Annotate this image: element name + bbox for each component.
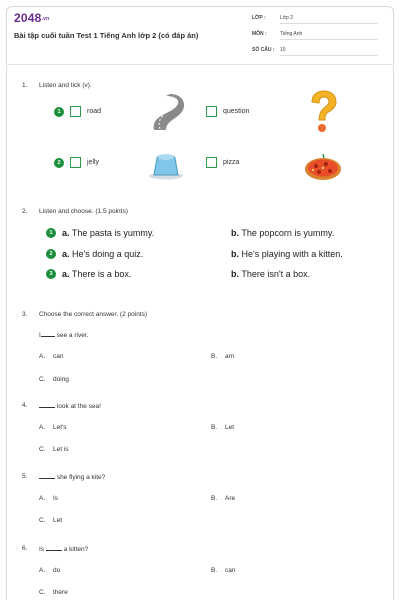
q2-row2-badge: 2 <box>46 249 56 259</box>
meta-subject: MÔN : Tiếng Anh <box>252 31 378 40</box>
question-mark-icon <box>308 90 338 134</box>
q2-row1-badge: 1 <box>46 228 56 238</box>
q6-blank <box>46 545 62 551</box>
q3-stem: I see a river. <box>39 332 89 339</box>
q6-stem: Is a kitten? <box>39 546 89 553</box>
q2-row3-badge: 3 <box>46 269 56 279</box>
document-title: Bài tập cuối tuần Test 1 Tiếng Anh lớp 2 (có đáp án) <box>14 31 199 40</box>
q4-blank <box>39 402 55 408</box>
q2-row3-option-a[interactable]: a. There is a box. <box>62 269 132 279</box>
q1-pizza-checkbox[interactable] <box>206 157 217 168</box>
q3-option-a[interactable]: A. can <box>39 353 64 360</box>
q2-row1-option-b[interactable]: b. The popcorn is yummy. <box>231 228 335 238</box>
pizza-icon <box>304 152 342 182</box>
q3-option-c[interactable]: C. doing <box>39 376 69 383</box>
q3-number: 3. <box>22 311 28 318</box>
q4-stem: look at the sea! <box>39 402 101 410</box>
q1-jelly-checkbox[interactable] <box>70 157 81 168</box>
q5-option-b[interactable]: B. Are <box>211 495 236 502</box>
header-divider <box>6 64 394 65</box>
q5-option-a[interactable]: A. Is <box>39 495 59 502</box>
q2-row2-option-b[interactable]: b. He's playing with a kitten. <box>231 249 343 259</box>
q5-blank <box>39 473 55 479</box>
q1-road-label: road <box>87 108 102 115</box>
q1-question-label: question <box>223 108 250 115</box>
q1-jelly-label: jelly <box>87 159 100 166</box>
q2-prompt: Listen and choose. (1.5 points) <box>39 208 128 215</box>
jelly-icon <box>148 150 184 180</box>
q6-number: 6. <box>22 545 28 552</box>
meta-question-count: SỐ CÂU : 10 <box>252 47 378 56</box>
q5-stem: she flying a kite? <box>39 473 105 481</box>
q5-number: 5. <box>22 473 28 480</box>
q3-option-b[interactable]: B. am <box>211 353 235 360</box>
road-icon <box>146 94 186 132</box>
site-logo[interactable]: 2048.vn <box>14 11 50 25</box>
q6-option-a[interactable]: A. do <box>39 567 61 574</box>
q6-option-b[interactable]: B. can <box>211 567 236 574</box>
q5-option-c[interactable]: C. Let <box>39 517 63 524</box>
meta-class: LỚP : Lớp 2 <box>252 15 378 24</box>
q1-item2-badge: 2 <box>54 158 64 168</box>
q3-blank <box>41 331 55 337</box>
q1-prompt: Listen and tick (v). <box>39 82 92 89</box>
q1-item1-badge: 1 <box>54 107 64 117</box>
q1-number: 1. <box>22 82 28 89</box>
q4-number: 4. <box>22 402 28 409</box>
q2-row2-option-a[interactable]: a. He's doing a quiz. <box>62 249 144 259</box>
q4-option-b[interactable]: B. Let <box>211 424 235 431</box>
q6-option-c[interactable]: C. there <box>39 589 68 596</box>
q2-row1-option-a[interactable]: a. The pasta is yummy. <box>62 228 155 238</box>
q1-road-checkbox[interactable] <box>70 106 81 117</box>
q2-row3-option-b[interactable]: b. There isn't a box. <box>231 269 311 279</box>
q1-pizza-label: pizza <box>223 159 240 166</box>
q3-prompt: Choose the correct answer. (2 points) <box>39 311 148 318</box>
q4-option-a[interactable]: A. Let's <box>39 424 67 431</box>
q4-option-c[interactable]: C. Let is <box>39 446 69 453</box>
q1-question-checkbox[interactable] <box>206 106 217 117</box>
q2-number: 2. <box>22 208 28 215</box>
